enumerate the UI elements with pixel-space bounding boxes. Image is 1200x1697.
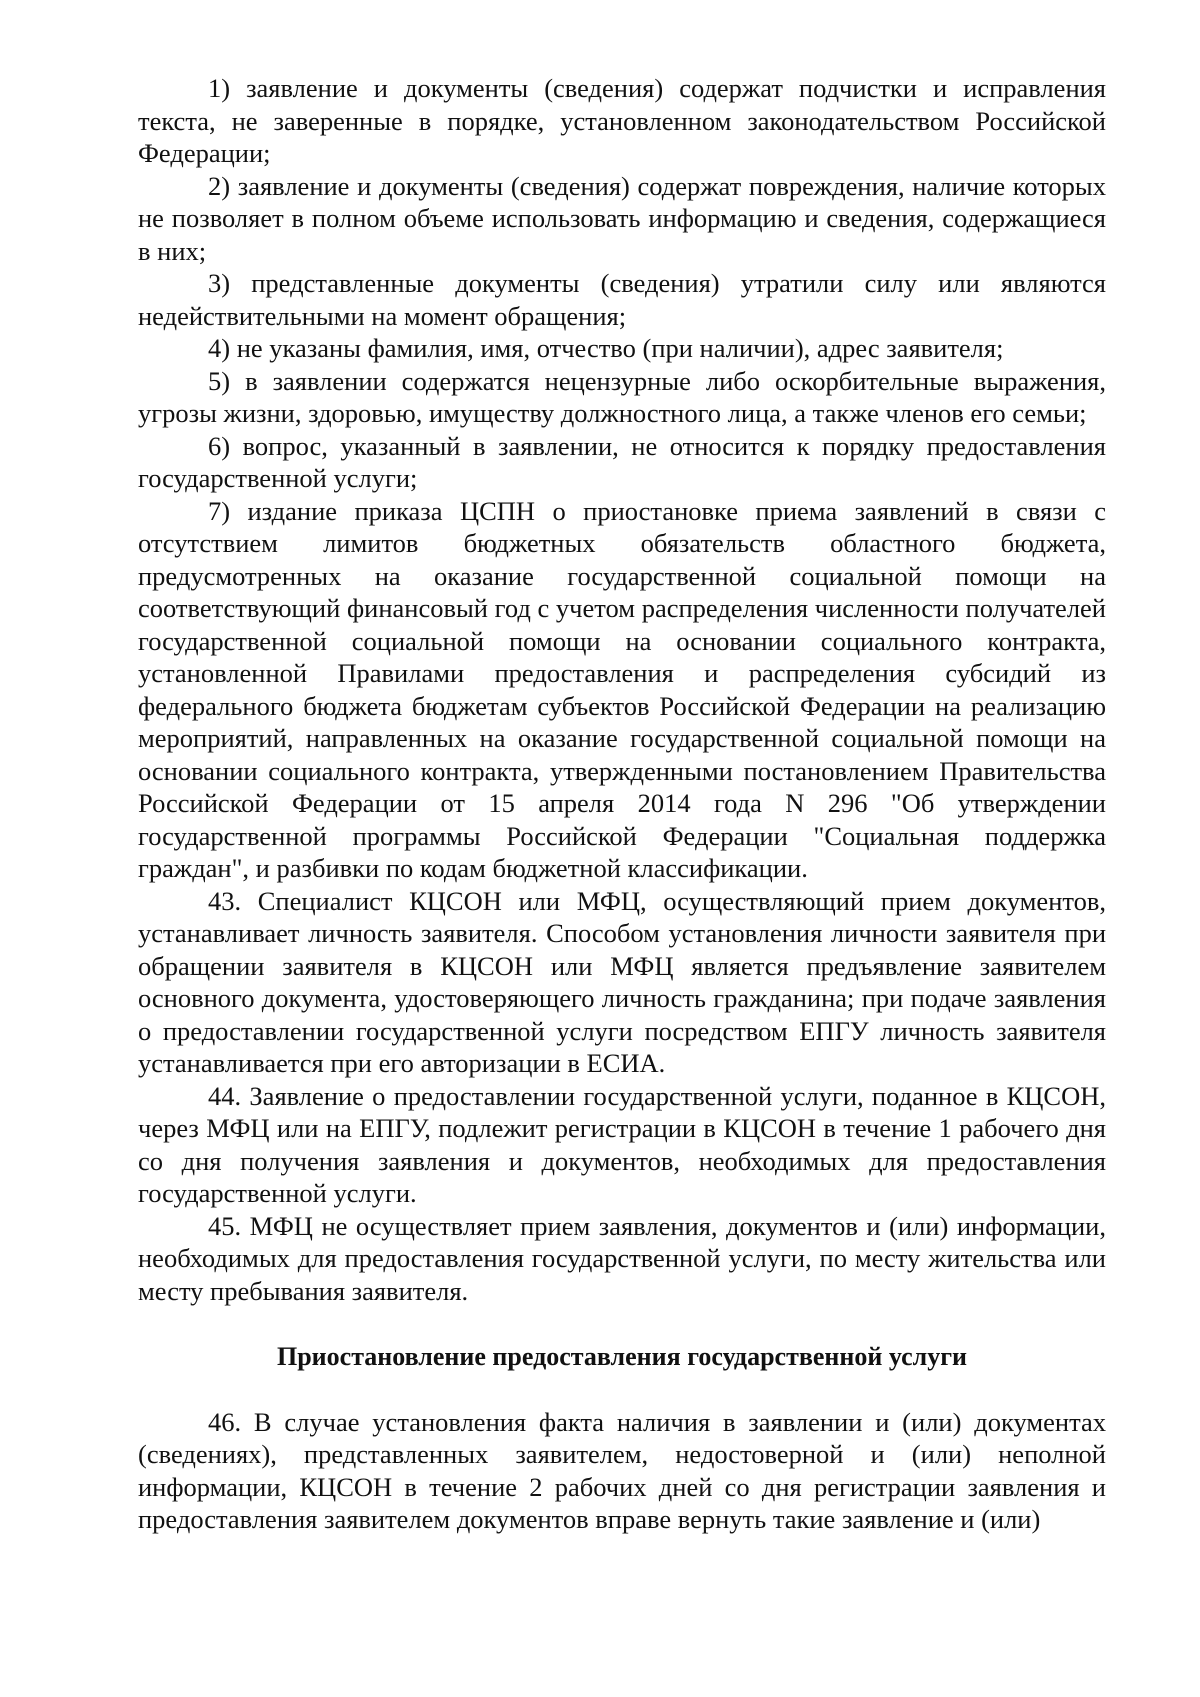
paragraph-item-5: 5) в заявлении содержатся нецензурные либо оскорбительные выражения, угрозы жизни, здоровью, имуществу должностного лица, а также членов его семьи; (138, 365, 1106, 428)
paragraph-item-6: 6) вопрос, указанный в заявлении, не относится к порядку предоставления государственной услуги; (138, 430, 1106, 493)
section-heading: Приостановление предоставления государственной услуги (276, 1342, 967, 1371)
paragraph-item-1: 1) заявление и документы (сведения) содержат подчистки и исправления текста, не заверенные в порядке, установленном законодательством Российской Федерации; (138, 73, 1106, 168)
paragraph-clause-43: 43. Специалист КЦСОН или МФЦ, осуществляющий прием документов, устанавливает личность заявителя. Способом установления личности заявителя при обращении заявителя в КЦСОН или МФЦ является предъявление заявителем основного документа, удостоверяющего личность гражданина; при подаче заявления о предоставлении государственной услуги посредством ЕПГУ личность заявителя устанавливается при его авторизации в ЕСИА. (138, 885, 1106, 1078)
paragraph-clause-44: 44. Заявление о предоставлении государственной услуги, поданное в КЦСОН, через МФЦ или на ЕПГУ, подлежит регистрации в КЦСОН в течение 1 рабочего дня со дня получения заявления и документов, необходимых для предоставления государственной услуги. (138, 1080, 1106, 1208)
paragraph-clause-46: 46. В случае установления факта наличия в заявлении и (или) документах (сведениях), представленных заявителем, недостоверной и (или) неполной информации, КЦСОН в течение 2 рабочих дней со дня регистрации заявления и предоставления заявителем документов вправе вернуть такие заявление и (или) (138, 1406, 1106, 1534)
paragraph-item-2: 2) заявление и документы (сведения) содержат повреждения, наличие которых не позволяет в полном объеме использовать информацию и сведения, содержащиеся в них; (138, 170, 1106, 266)
paragraph-item-4: 4) не указаны фамилия, имя, отчество (при наличии), адрес заявителя; (208, 333, 1004, 363)
paragraph-item-7: 7) издание приказа ЦСПН о приостановке приема заявлений в связи с отсутствием лимитов бюджетных обязательств областного бюджета, предусмотренных на оказание государственной социальной помощи на соответствующий финансовый год с учетом распределения численности получателей государственной социальной помощи на основании социального контракта, установленной Правилами предоставления и распределения субсидий из федерального бюджета бюджетам субъектов Российской Федерации на реализацию мероприятий, направленных на оказание государственной социальной помощи на основании социального контракта, утвержденными постановлением Правительства Российской Федерации от 15 апреля 2014 года N 296 "Об утверждении государственной программы Российской Федерации "Социальная поддержка граждан", и разбивки по кодам бюджетной классификации. (138, 495, 1106, 883)
paragraph-item-3: 3) представленные документы (сведения) утратили силу или являются недействительными на момент обращения; (138, 268, 1106, 331)
document-page (138, 72, 1106, 1536)
paragraph-clause-45: 45. МФЦ не осуществляет прием заявления, документов и (или) информации, необходимых для предоставления государственной услуги, по месту жительства или месту пребывания заявителя. (138, 1210, 1106, 1306)
